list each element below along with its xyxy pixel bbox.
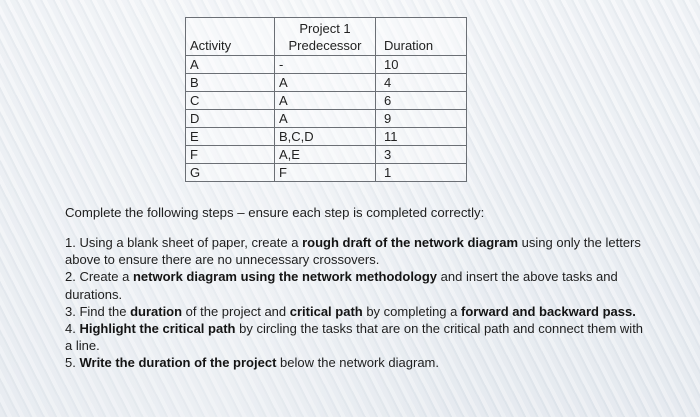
step-text-bold: duration <box>130 303 183 319</box>
table-header-row <box>186 18 467 56</box>
activity-cell: A <box>186 56 275 74</box>
predecessor-cell: A <box>275 74 376 92</box>
step-text-bold: critical path <box>289 303 363 319</box>
table-row <box>186 92 467 110</box>
duration-cell: 10 <box>376 56 467 74</box>
instruction-step <box>65 234 645 268</box>
predecessor-cell: F <box>275 164 376 182</box>
step-text: Find the <box>79 303 131 319</box>
instruction-step <box>65 354 645 371</box>
activity-cell: G <box>186 164 275 182</box>
activity-cell: D <box>186 110 275 128</box>
activity-cell: C <box>186 92 275 110</box>
step-text: of the project and <box>182 303 290 319</box>
step-text: and insert the above tasks and durations. <box>65 269 618 302</box>
step-text: by circling the tasks that are on the critical path and connect them with a line. <box>65 321 644 354</box>
table-row <box>186 164 467 182</box>
instruction-step <box>65 303 645 320</box>
step-number: 3. <box>65 303 80 319</box>
table-row <box>186 56 467 74</box>
step-number: 5. <box>65 355 80 371</box>
step-number: 1. <box>65 235 80 250</box>
step-text-bold: network diagram using the network methodology <box>132 269 438 285</box>
duration-cell: 9 <box>376 110 467 128</box>
duration-cell: 6 <box>376 92 467 110</box>
activity-cell: E <box>186 128 275 146</box>
step-number: 2. <box>65 269 80 285</box>
step-text: by completing a <box>362 303 461 319</box>
predecessor-cell: B,C,D <box>275 128 376 146</box>
predecessor-cell: A <box>275 92 376 110</box>
step-text: Create a <box>79 269 133 285</box>
step-text: Using a blank sheet of paper, create a <box>79 235 303 250</box>
activity-cell: F <box>186 146 275 164</box>
duration-cell: 3 <box>376 146 467 164</box>
instructions-intro: Complete the following steps – ensure each step is completed correctly: <box>65 205 485 220</box>
step-text-bold: rough draft of the network diagram <box>302 235 519 250</box>
duration-cell: 4 <box>376 74 467 92</box>
step-text-bold: forward and backward pass. <box>461 303 636 319</box>
step-text: below the network diagram. <box>276 355 439 371</box>
table-row <box>186 128 467 146</box>
predecessor-cell: - <box>275 56 376 74</box>
activity-cell: B <box>186 74 275 92</box>
step-text-bold: Write the duration of the project <box>79 355 277 371</box>
step-text: using only the letters above to ensure there are no unnecessary crossovers. <box>65 235 641 268</box>
step-text-bold: Highlight the critical path <box>79 321 236 337</box>
predecessor-label: Predecessor <box>288 38 362 53</box>
table-row <box>186 110 467 128</box>
column-header-predecessor <box>275 18 376 56</box>
step-number: 4. <box>65 321 80 337</box>
column-header-duration: Duration <box>376 18 467 56</box>
instruction-step <box>65 320 645 354</box>
table-row <box>186 146 467 164</box>
column-header-activity: Activity <box>186 18 275 56</box>
project-label: Project 1 <box>299 21 351 36</box>
instruction-step <box>65 268 645 302</box>
predecessor-cell: A <box>275 110 376 128</box>
predecessor-cell: A,E <box>275 146 376 164</box>
duration-cell: 1 <box>376 164 467 182</box>
instruction-steps-list <box>65 234 645 372</box>
project-table <box>185 17 467 182</box>
table-row <box>186 74 467 92</box>
duration-cell: 11 <box>376 128 467 146</box>
